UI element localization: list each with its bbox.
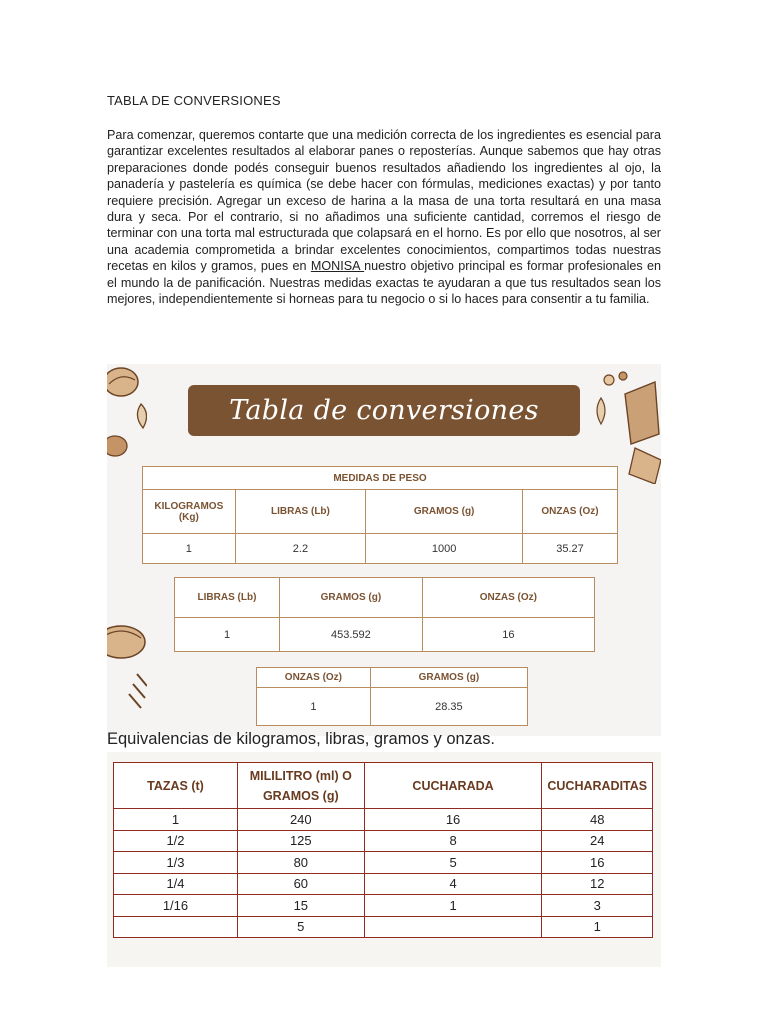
table-cell: 1 <box>175 618 280 652</box>
table-cell: 3 <box>542 895 653 917</box>
table-row <box>143 534 618 564</box>
table-row <box>114 916 653 938</box>
table-cell: 28.35 <box>370 688 527 726</box>
table-cell: 5 <box>237 916 364 938</box>
pounds-table <box>174 577 595 652</box>
table-cell: 1 <box>114 809 238 831</box>
table-cell: 453.592 <box>280 618 423 652</box>
banner-title: Tabla de conversiones <box>229 395 539 426</box>
table-cell: 60 <box>237 873 364 895</box>
table-row <box>114 873 653 895</box>
table-cell: 80 <box>237 852 364 874</box>
figure-caption: Equivalencias de kilogramos, libras, gramos y onzas. <box>107 730 495 748</box>
column-header: GRAMOS (g) <box>366 490 523 534</box>
table-row <box>114 830 653 852</box>
column-header: GRAMOS (g) <box>370 668 527 688</box>
croissant-illustration <box>107 594 147 734</box>
table-cell: 2.2 <box>235 534 366 564</box>
column-header: CUCHARADA <box>364 763 542 809</box>
table-cell: 12 <box>542 873 653 895</box>
table-row <box>114 852 653 874</box>
document-title: TABLA DE CONVERSIONES <box>107 93 281 108</box>
intro-text-end: nuestro objetivo principal es formar profesionales en el mundo la de panificación. Nuestras medidas exactas te ayudaran a que tus resultados sean los mejores, independientemente si horneas para tu negocio o si lo haces para consentir a tu familia. <box>107 259 661 307</box>
table-cell: 15 <box>237 895 364 917</box>
column-header: KILOGRAMOS (Kg) <box>143 490 236 534</box>
table-cell: 24 <box>542 830 653 852</box>
table-cell <box>114 916 238 938</box>
table-cell: 240 <box>237 809 364 831</box>
table-cell: 4 <box>364 873 542 895</box>
table-row <box>114 895 653 917</box>
weight-measures-table <box>142 466 618 564</box>
cups-conversion-figure <box>107 752 661 967</box>
table-cell: 5 <box>364 852 542 874</box>
column-header: GRAMOS (g) <box>280 578 423 618</box>
table-row <box>257 688 528 726</box>
column-header: CUCHARADITAS <box>542 763 653 809</box>
table-cell <box>364 916 542 938</box>
table-cell: 1 <box>257 688 371 726</box>
table-cell: 1/4 <box>114 873 238 895</box>
table-cell: 16 <box>542 852 653 874</box>
column-header: ONZAS (Oz) <box>523 490 618 534</box>
column-header: LIBRAS (Lb) <box>235 490 366 534</box>
table-cell: 8 <box>364 830 542 852</box>
table-cell: 1000 <box>366 534 523 564</box>
monisa-link[interactable]: MONISA <box>310 259 365 274</box>
table-caption: MEDIDAS DE PESO <box>143 467 618 490</box>
table-cell: 1/2 <box>114 830 238 852</box>
intro-text-start: Para comenzar, queremos contarte que una medición correcta de los ingredientes es esencial para garantizar excelentes resultados al elaborar panes o reposterías. Aunque sabemos que hay otras preparaciones donde podés conseguir buenos resultados añadiendo los ingredientes al ojo, la panadería y pastelería es química (se debe hacer con fórmulas, mediciones exactas) y por tanto requiere precisión. Agregar un exceso de harina a la masa de una torta resultará en una masa dura y seca. Por el contrario, si no añadimos una suficiente cantidad, corremos el riesgo de terminar con una torta mal estructurada que colapsará en el horno. Es por ello que nosotros, al ser una academia comprometida a brindar excelentes conocimientos, compartimos todas nuestras recetas en kilos y gramos, pues en <box>107 128 661 274</box>
column-header: MILILITRO (ml) O GRAMOS (g) <box>237 763 364 809</box>
column-header: LIBRAS (Lb) <box>175 578 280 618</box>
column-header: TAZAS (t) <box>114 763 238 809</box>
table-cell: 35.27 <box>523 534 618 564</box>
column-header: ONZAS (Oz) <box>257 668 371 688</box>
table-cell: 16 <box>364 809 542 831</box>
column-header: ONZAS (Oz) <box>422 578 594 618</box>
table-cell: 48 <box>542 809 653 831</box>
ounces-table <box>256 667 528 726</box>
table-row <box>114 809 653 831</box>
table-cell: 1/16 <box>114 895 238 917</box>
table-cell: 16 <box>422 618 594 652</box>
table-cell: 125 <box>237 830 364 852</box>
table-cell: 1 <box>542 916 653 938</box>
bread-illustration-left <box>107 364 147 474</box>
cups-conversion-table <box>113 762 653 938</box>
title-banner <box>188 385 580 436</box>
table-row <box>175 618 595 652</box>
table-cell: 1 <box>364 895 542 917</box>
table-cell: 1 <box>143 534 236 564</box>
table-cell: 1/3 <box>114 852 238 874</box>
intro-paragraph <box>107 127 661 307</box>
conversion-infographic <box>107 364 661 736</box>
